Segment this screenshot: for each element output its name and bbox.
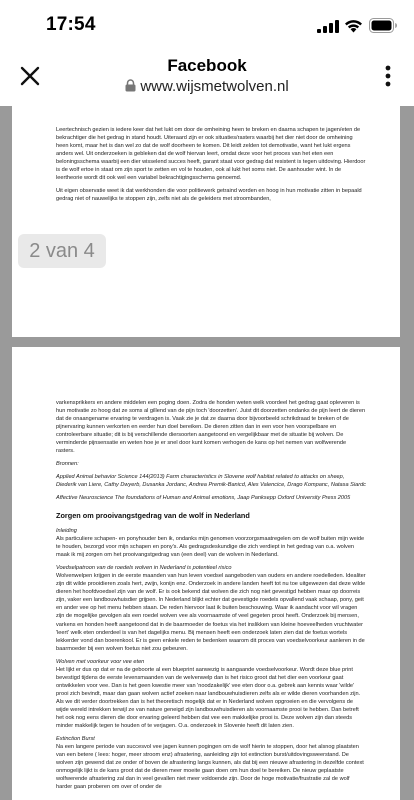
subsection-label: Wolven met voorkeur voor vee eten — [56, 658, 145, 665]
paragraph: Als particuliere schapen- en ponyhouder ben ik, ondanks mijn genomen voorzorgsmaatregelen om de wolf buiten mijn weide te houden, bezorgd voor mijn schapen en pony's. Als gedragsdeskundige die zich verdiept in het gedrag van o.a. wolven maak ik mij zorgen om het prooivangstgedrag van (een deel) van de wolven in Nederland. — [56, 536, 365, 559]
pdf-page — [12, 106, 400, 337]
subsection-label: Voedselpatroon van de roedels wolven in Nederland is potentieel risico — [56, 565, 232, 572]
close-icon — [16, 62, 44, 90]
sources-label: Bronnen: — [56, 461, 79, 468]
more-options-button[interactable] — [374, 62, 402, 90]
paragraph: Uit eigen observatie weet ik dat werkhonden die voor politiewerk getraind worden en hoog in hun motivatie zitten in bepaald gedrag niet of nauwelijks te stoppen zijn, zelfs niet als de geleiders met stroombanden, — [56, 188, 362, 203]
paragraph: Wolvenwelpen krijgen in de eerste maanden van hun leven voedsel aangeboden van ouders en andere roedelleden. Idealiter zijn dit wilde prooidieren zoals hert, zwijn, konijn enz. Onderzoek in andere landen heeft tot nu toe uitgewezen dat deze wilde dieren het hoofdvoedsel zijn van de wolf. Er is ook bekend dat wolven die zich nog niet gevestigd hebben maar op doorreis zijn, vaker een landbouwhuisdier grijpen. In Nederland blijkt echter dat gevestigde roedels opvallend vaak schaap, pony, geit en ander vee op het menu hebben staan. De reden hiervoor laat ik buiten beschouwing. Waar ik aandacht voor wil vragen zijn de mogelijke gevolgen als een roedel wolven vee als voornaamste of veel gegeten prooi heeft. Onderzoek bij mensen, varkens en honden heeft aangetoond dat in de baarmoeder de foetus via het inslikken van kleine hoeveelheden vruchtwater 'leert' welk eten onderdeel is van het dagelijks menu. Bij mensen heeft een onderzoek laten zien dat de foetus wortels lekkerder vond dan boerenkool. Er is geen enkele reden te bedenken waarom dit proces van voedselvoorkeur aanleren in de baarmoeder bij een wolven foetus niet zou gebeuren. — [56, 573, 366, 652]
paragraph: Het lijkt er dus op dat er na de geboorte al een blueprint aanwezig is aangaande voedselvoorkeur. Wordt deze blue print bevestigd tijdens de eerste levensmaanden van de welvenwelp dan is het risico groot dat het dier een voorkeur gaat ontwikkelen voor vee. Dan is het geen kwestie meer van 'noodzakelijk' vee eten door o.a. gebrek aan kennis waar 'wilde' prooi zich bevindt, maar dan gaan wolven actief zoeken naar landbouwhuisdieren zelfs als er wilde dieren voorhanden zijn. Als we dit verder doortrekken dan is het theoretisch mogelijk dat er in Nederland wolven opgroeien en die vervolgens de wijde wereld intrekken terwijl ze van nature geneigd zijn landbouwhuisdieren als voornaamste prooi te hebben. Dan betreft het ook nog eens dieren die door ervaring geleerd hebben dat vee een makkelijke prooi is. Deze wolven zijn dan steeds minder makkelijk tegen te houden of te verjagen. O.a. onderzoek in Slovenie heeft dit laten zien. — [56, 666, 361, 730]
url-text: www.wijsmetwolven.nl — [140, 78, 289, 95]
subsection-label: Extinction Burst — [56, 736, 95, 743]
battery-icon — [369, 18, 398, 33]
page-text — [12, 347, 400, 791]
paragraph: varkensprikkers en andere middelen een poging doen. Zodra de honden weten welk voordeel het gedrag gaat opleveren is hun motivatie zo hoog dat ze soms al gillend van de pijn toch 'doorzetten'. Juist dit doorzetten ondanks de pijn leert de dieren dat de onaangename ervaring te verdragen is. Vaak zie je dat ze daarna door bijvoorbeeld schrikdraad te breken of de pijnervaring kunnen verkorten en eerder hun doel bereiken. De dieren zitten dan in een voor hen voorspelbare en controleerbare situatie; dit is bij verschillende diersoorten aangetoond en vergelijkbaar met de situatie bij wolven. De verminderde pijnsensatie en weten hoe je er snel door kunt komen verhogen de kans op het nemen van wolfwerende rasters. — [56, 400, 366, 455]
source-entry: Affective Neuroscience The foundations of Human and Animal emotions, Jaap Panksepp Oxford University Press 2005 — [56, 495, 351, 502]
pdf-viewer[interactable] — [0, 106, 414, 800]
close-button[interactable] — [16, 62, 44, 90]
section-heading: Zorgen om prooivangstgedrag van de wolf in Nederland — [56, 510, 250, 520]
pdf-page — [12, 347, 400, 800]
paragraph: Leertechnisch gezien is iedere keer dat het lukt om door de omheining heen te breken en daarna schapen te jagen/eten de bekrachtiger die het gedrag in stand houdt. Uiteraard zijn er ook situaties/rasters waarbij het dier niet door de omheining heen komt, maar het is dan wel zo dat de wolf doorheen te komen. Dit leidt zelden tot demotivatie, want het lukt ergens anders wel. Uit onderzoeken is gebleken dat de wolf hiervan leert, omdat deze voor het proces van het eten een beloningsschema waarbij een dier wisselend succes heeft, garant staat voor gedrag dat resistent is tegen uitdoving. Hierdoor is de wolf ertoe in staat om zijn sport te zetten en vol te houden, ook al lukt het soms niet. De aanhouder wint. In de leertheorie wordt dit ook wel een variabel bekrachtigingsschema genoemd. — [56, 127, 366, 182]
more-options-icon — [374, 62, 402, 90]
page-counter: 2 van 4 — [18, 234, 106, 268]
status-bar — [0, 0, 414, 48]
wifi-icon — [344, 18, 363, 33]
paragraph: Na een langere periode van succesvol vee jagen kunnen pogingen om de wolf hierin te stoppen, door het alsnog plaatsten van een betere ( lees: hoger, meer stroom enz) afrastering, aanleiding zijn tot extinction burst/uitdovingsweerstand. De wolven zijn gewend dat ze onder of boven de afrastering langs kunnen, als dat bij een nieuwe afrastering in dezelfde context onmogelijk lijkt is de kans groot dat de dieren meer moeite gaan doen om hun doel te bereiken. De nieuw geplaatste wolfwerende afrastering zal dan in veel gevallen niet meer voldoende zijn. Door de hoge motivatie/frustratie zal de wolf harder gaan proberen om over of onder de — [56, 744, 364, 791]
subsection-label: Inleiding — [56, 528, 77, 535]
lock-icon — [125, 79, 136, 92]
page-text — [12, 106, 400, 203]
source-entry: Applied Animal behavior Science 144(2013) Farm characteristics in Slovene wolf habitat related to attacks on sheep, Diederik van Liere, Cathy Dwyerb, Dusanka Jordanc, Andrea Premik-Banicd, Ales Valencice, Drago Kompanc, Natasa Siardc — [56, 474, 366, 489]
status-time: 17:54 — [46, 14, 96, 35]
header-title: Facebook — [167, 56, 247, 75]
cellular-signal-icon — [317, 20, 339, 33]
url-bar[interactable] — [80, 78, 334, 95]
browser-header — [0, 48, 414, 106]
